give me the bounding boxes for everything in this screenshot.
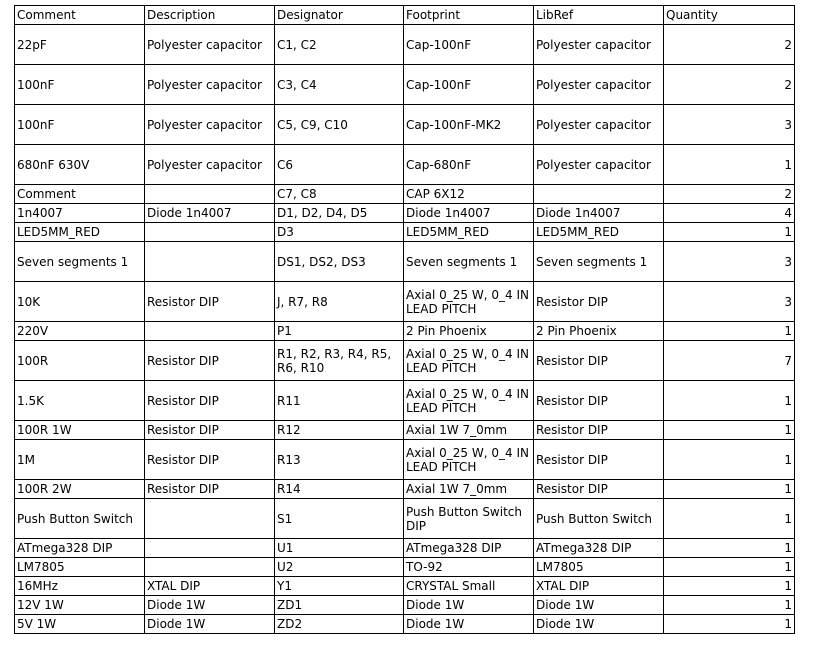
cell-libref: Polyester capacitor	[534, 25, 664, 65]
cell-footprint: TO-92	[404, 558, 534, 577]
cell-comment: 100R 2W	[15, 480, 145, 499]
cell-description: Resistor DIP	[145, 282, 275, 322]
table-row	[15, 381, 795, 421]
cell-comment: 5V 1W	[15, 615, 145, 634]
cell-quantity: 2	[664, 65, 795, 105]
cell-libref: 2 Pin Phoenix	[534, 322, 664, 341]
cell-footprint: Axial 1W 7_0mm	[404, 480, 534, 499]
cell-libref: Diode 1W	[534, 596, 664, 615]
cell-quantity: 1	[664, 577, 795, 596]
table-row	[15, 105, 795, 145]
cell-comment: ATmega328 DIP	[15, 539, 145, 558]
cell-description	[145, 322, 275, 341]
cell-comment: 12V 1W	[15, 596, 145, 615]
cell-footprint: Cap-100nF	[404, 65, 534, 105]
cell-quantity: 3	[664, 105, 795, 145]
cell-libref: Resistor DIP	[534, 440, 664, 480]
cell-comment: Push Button Switch	[15, 499, 145, 539]
cell-designator: D3	[275, 223, 404, 242]
cell-description	[145, 499, 275, 539]
cell-designator: C7, C8	[275, 185, 404, 204]
table-row	[15, 596, 795, 615]
cell-comment: 100nF	[15, 105, 145, 145]
cell-quantity: 2	[664, 185, 795, 204]
cell-description: Resistor DIP	[145, 480, 275, 499]
cell-designator: J, R7, R8	[275, 282, 404, 322]
cell-comment: Seven segments 1	[15, 242, 145, 282]
cell-libref: Diode 1W	[534, 615, 664, 634]
cell-designator: ZD1	[275, 596, 404, 615]
cell-description	[145, 539, 275, 558]
cell-footprint: Seven segments 1	[404, 242, 534, 282]
cell-quantity: 1	[664, 499, 795, 539]
cell-comment: LM7805	[15, 558, 145, 577]
cell-footprint: Cap-100nF-MK2	[404, 105, 534, 145]
header-description: Description	[145, 6, 275, 25]
cell-libref: Polyester capacitor	[534, 145, 664, 185]
cell-description: Diode 1W	[145, 615, 275, 634]
cell-description: Resistor DIP	[145, 421, 275, 440]
cell-quantity: 7	[664, 341, 795, 381]
cell-footprint: Push Button Switch DIP	[404, 499, 534, 539]
cell-description: Diode 1W	[145, 596, 275, 615]
cell-description	[145, 185, 275, 204]
table-row	[15, 558, 795, 577]
cell-quantity: 1	[664, 381, 795, 421]
cell-footprint: CAP 6X12	[404, 185, 534, 204]
cell-libref: XTAL DIP	[534, 577, 664, 596]
table-row	[15, 25, 795, 65]
cell-quantity: 2	[664, 25, 795, 65]
cell-designator: DS1, DS2, DS3	[275, 242, 404, 282]
cell-footprint: CRYSTAL Small	[404, 577, 534, 596]
table-row	[15, 499, 795, 539]
cell-designator: Y1	[275, 577, 404, 596]
cell-designator: C1, C2	[275, 25, 404, 65]
cell-designator: U1	[275, 539, 404, 558]
cell-comment: 100nF	[15, 65, 145, 105]
cell-footprint: ATmega328 DIP	[404, 539, 534, 558]
table-row	[15, 577, 795, 596]
cell-libref: Resistor DIP	[534, 341, 664, 381]
table-row	[15, 145, 795, 185]
cell-quantity: 1	[664, 440, 795, 480]
cell-libref: Resistor DIP	[534, 282, 664, 322]
cell-comment: 220V	[15, 322, 145, 341]
cell-libref: Polyester capacitor	[534, 105, 664, 145]
table-row	[15, 539, 795, 558]
table-body	[15, 25, 795, 634]
cell-footprint: Diode 1W	[404, 615, 534, 634]
cell-comment: 22pF	[15, 25, 145, 65]
cell-comment: 16MHz	[15, 577, 145, 596]
header-quantity: Quantity	[664, 6, 795, 25]
cell-quantity: 1	[664, 596, 795, 615]
cell-footprint: Cap-100nF	[404, 25, 534, 65]
cell-designator: R1, R2, R3, R4, R5, R6, R10	[275, 341, 404, 381]
cell-description: Resistor DIP	[145, 381, 275, 421]
cell-libref: Push Button Switch	[534, 499, 664, 539]
cell-comment: 1.5K	[15, 381, 145, 421]
table-row	[15, 185, 795, 204]
cell-footprint: Axial 0_25 W, 0_4 IN LEAD PITCH	[404, 440, 534, 480]
cell-description: Polyester capacitor	[145, 145, 275, 185]
cell-footprint: 2 Pin Phoenix	[404, 322, 534, 341]
cell-libref: Polyester capacitor	[534, 65, 664, 105]
cell-libref: Seven segments 1	[534, 242, 664, 282]
cell-footprint: Axial 0_25 W, 0_4 IN LEAD PITCH	[404, 341, 534, 381]
cell-footprint: Diode 1n4007	[404, 204, 534, 223]
cell-comment: 1n4007	[15, 204, 145, 223]
cell-designator: C6	[275, 145, 404, 185]
cell-comment: 100R 1W	[15, 421, 145, 440]
cell-quantity: 3	[664, 242, 795, 282]
cell-description: Diode 1n4007	[145, 204, 275, 223]
cell-footprint: Diode 1W	[404, 596, 534, 615]
header-libref: LibRef	[534, 6, 664, 25]
table-row	[15, 242, 795, 282]
cell-comment: LED5MM_RED	[15, 223, 145, 242]
cell-quantity: 1	[664, 558, 795, 577]
table-row	[15, 480, 795, 499]
cell-description: Polyester capacitor	[145, 105, 275, 145]
cell-description: XTAL DIP	[145, 577, 275, 596]
cell-quantity: 3	[664, 282, 795, 322]
cell-description: Resistor DIP	[145, 341, 275, 381]
cell-designator: R12	[275, 421, 404, 440]
cell-description: Polyester capacitor	[145, 25, 275, 65]
cell-comment: 10K	[15, 282, 145, 322]
cell-quantity: 1	[664, 322, 795, 341]
table-row	[15, 65, 795, 105]
cell-comment: 680nF 630V	[15, 145, 145, 185]
cell-designator: R11	[275, 381, 404, 421]
cell-libref: Resistor DIP	[534, 381, 664, 421]
header-row	[15, 6, 795, 25]
cell-comment: 100R	[15, 341, 145, 381]
cell-designator: C5, C9, C10	[275, 105, 404, 145]
cell-designator: D1, D2, D4, D5	[275, 204, 404, 223]
cell-quantity: 1	[664, 223, 795, 242]
table-row	[15, 322, 795, 341]
table-row	[15, 223, 795, 242]
table-row	[15, 615, 795, 634]
cell-quantity: 1	[664, 421, 795, 440]
cell-designator: C3, C4	[275, 65, 404, 105]
cell-description: Resistor DIP	[145, 440, 275, 480]
cell-libref: Diode 1n4007	[534, 204, 664, 223]
cell-description: Polyester capacitor	[145, 65, 275, 105]
cell-footprint: Cap-680nF	[404, 145, 534, 185]
table-row	[15, 341, 795, 381]
cell-footprint: Axial 1W 7_0mm	[404, 421, 534, 440]
cell-description	[145, 242, 275, 282]
cell-libref: LED5MM_RED	[534, 223, 664, 242]
cell-libref: Resistor DIP	[534, 480, 664, 499]
cell-comment: Comment	[15, 185, 145, 204]
cell-designator: R13	[275, 440, 404, 480]
table-row	[15, 282, 795, 322]
cell-quantity: 4	[664, 204, 795, 223]
cell-quantity: 1	[664, 539, 795, 558]
cell-description	[145, 558, 275, 577]
cell-footprint: Axial 0_25 W, 0_4 IN LEAD PITCH	[404, 282, 534, 322]
cell-designator: ZD2	[275, 615, 404, 634]
cell-designator: P1	[275, 322, 404, 341]
cell-comment: 1M	[15, 440, 145, 480]
header-comment: Comment	[15, 6, 145, 25]
header-designator: Designator	[275, 6, 404, 25]
cell-designator: U2	[275, 558, 404, 577]
cell-quantity: 1	[664, 480, 795, 499]
cell-libref: Resistor DIP	[534, 421, 664, 440]
table-row	[15, 204, 795, 223]
cell-libref	[534, 185, 664, 204]
table-row	[15, 440, 795, 480]
header-footprint: Footprint	[404, 6, 534, 25]
cell-footprint: LED5MM_RED	[404, 223, 534, 242]
cell-libref: ATmega328 DIP	[534, 539, 664, 558]
cell-footprint: Axial 0_25 W, 0_4 IN LEAD PITCH	[404, 381, 534, 421]
cell-designator: S1	[275, 499, 404, 539]
cell-quantity: 1	[664, 615, 795, 634]
bom-table	[14, 5, 795, 634]
cell-quantity: 1	[664, 145, 795, 185]
cell-libref: LM7805	[534, 558, 664, 577]
table-row	[15, 421, 795, 440]
cell-description	[145, 223, 275, 242]
cell-designator: R14	[275, 480, 404, 499]
